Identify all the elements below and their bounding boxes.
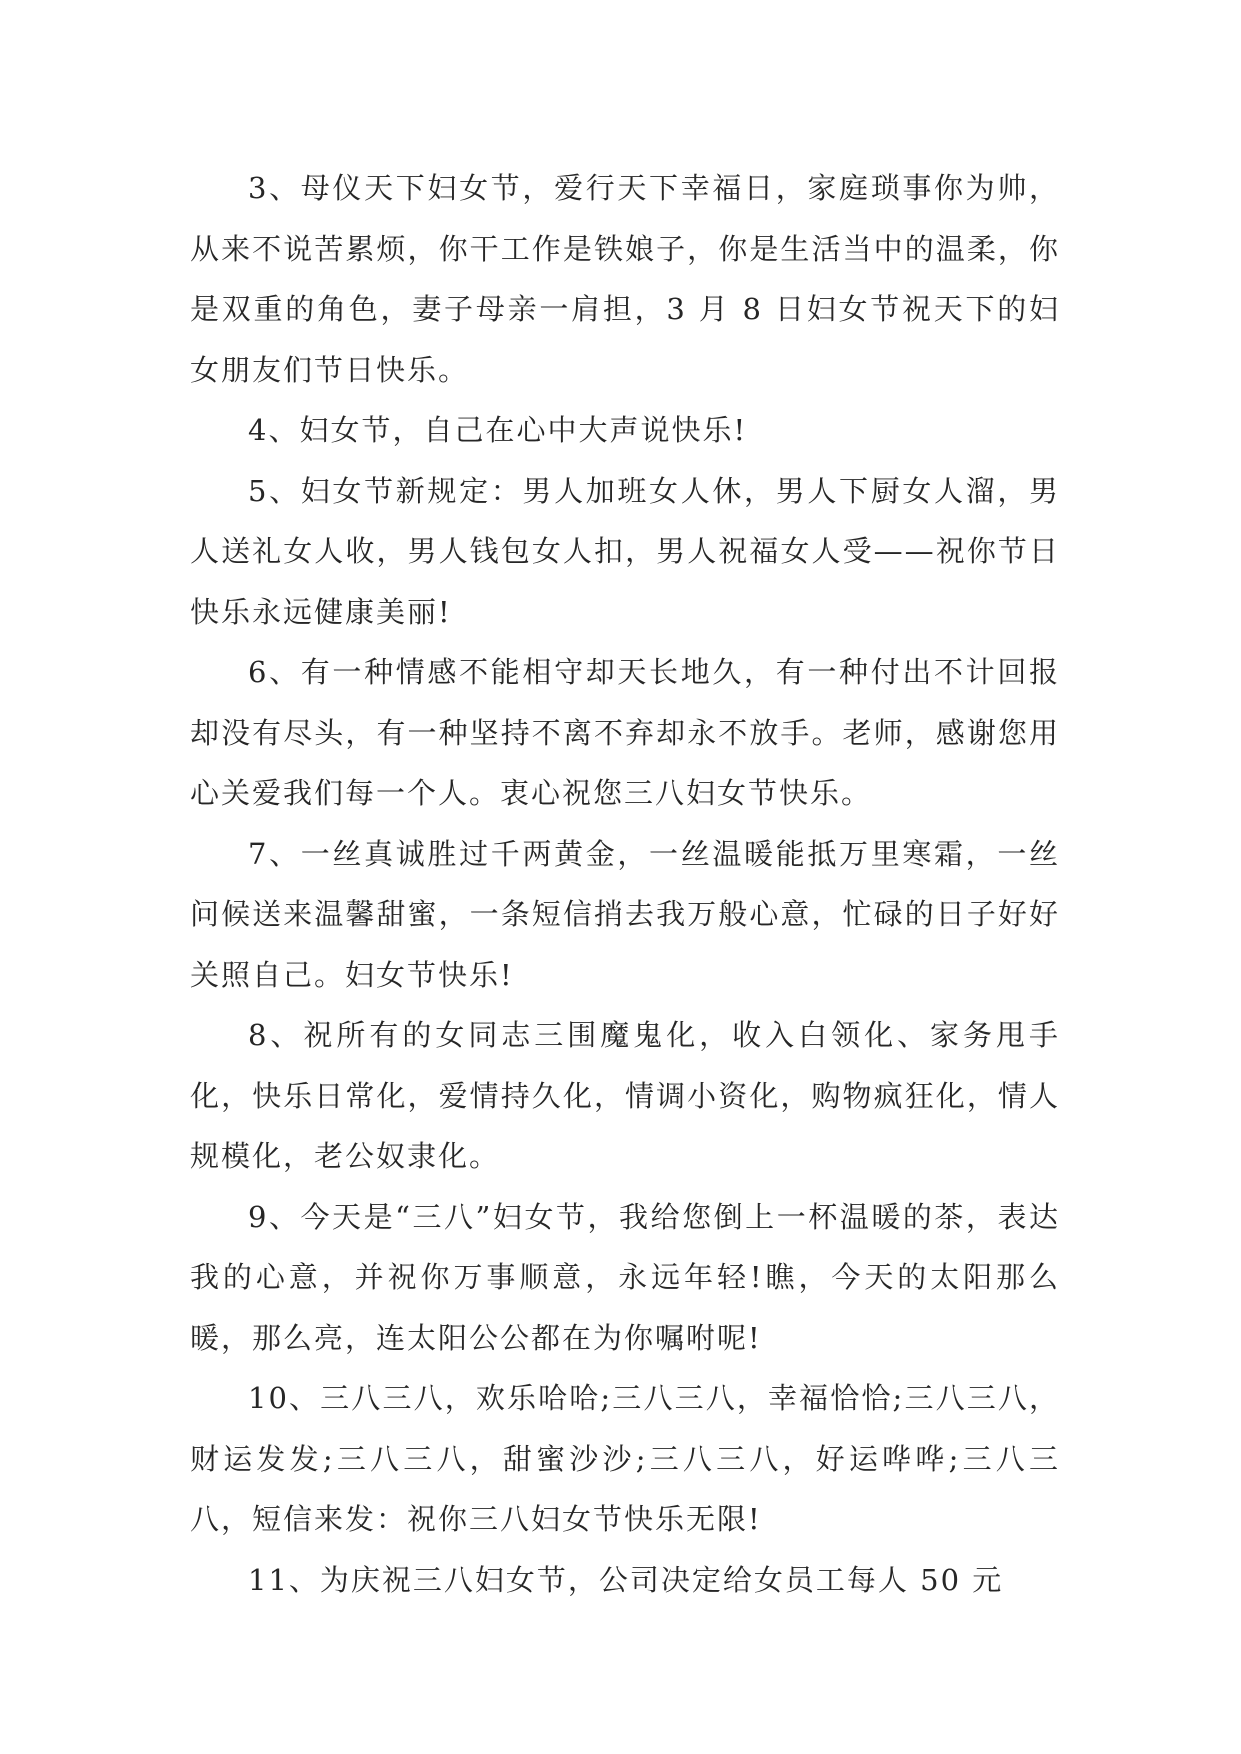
paragraph-4: 4、妇女节，自己在心中大声说快乐! <box>248 413 748 447</box>
paragraph-7: 7、一丝真诚胜过千两黄金，一丝温暖能抵万里寒霜，一丝问候送来温馨甜蜜，一条短信捎去我万般心意，忙碌的日子好好关照自己。妇女节快乐! <box>190 836 1060 992</box>
paragraph-9: 9、今天是“三八”妇女节，我给您倒上一杯温暖的茶，表达我的心意，并祝你万事顺意，永远年轻!瞧，今天的太阳那么暖，那么亮，连太阳公公都在为你嘱咐呢! <box>190 1199 1060 1355</box>
paragraph-6: 6、有一种情感不能相守却天长地久，有一种付出不计回报却没有尽头，有一种坚持不离不弃却永不放手。老师，感谢您用心关爱我们每一个人。衷心祝您三八妇女节快乐。 <box>190 655 1060 810</box>
paragraph-11: 11、为庆祝三八妇女节，公司决定给女员工每人 50 元 <box>248 1562 1004 1597</box>
document-body <box>190 158 1060 1610</box>
paragraph-3: 3、母仪天下妇女节，爱行天下幸福日，家庭琐事你为帅，从来不说苦累烦，你干工作是铁娘子，你是生活当中的温柔，你是双重的角色，妻子母亲一肩担，3 月 8 日妇女节祝天下的妇女朋友们节日快乐。 <box>190 171 1060 387</box>
paragraph-10: 10、三八三八，欢乐哈哈;三八三八，幸福恰恰;三八三八，财运发发;三八三八，甜蜜沙沙;三八三八，好运哗哗;三八三八，短信来发：祝你三八妇女节快乐无限! <box>190 1381 1060 1536</box>
paragraph-5: 5、妇女节新规定：男人加班女人休，男人下厨女人溜，男人送礼女人收，男人钱包女人扣，男人祝福女人受——祝你节日快乐永远健康美丽! <box>190 473 1060 629</box>
paragraph-8: 8、祝所有的女同志三围魔鬼化，收入白领化、家务甩手化，快乐日常化，爱情持久化，情调小资化，购物疯狂化，情人规模化，老公奴隶化。 <box>190 1018 1060 1173</box>
